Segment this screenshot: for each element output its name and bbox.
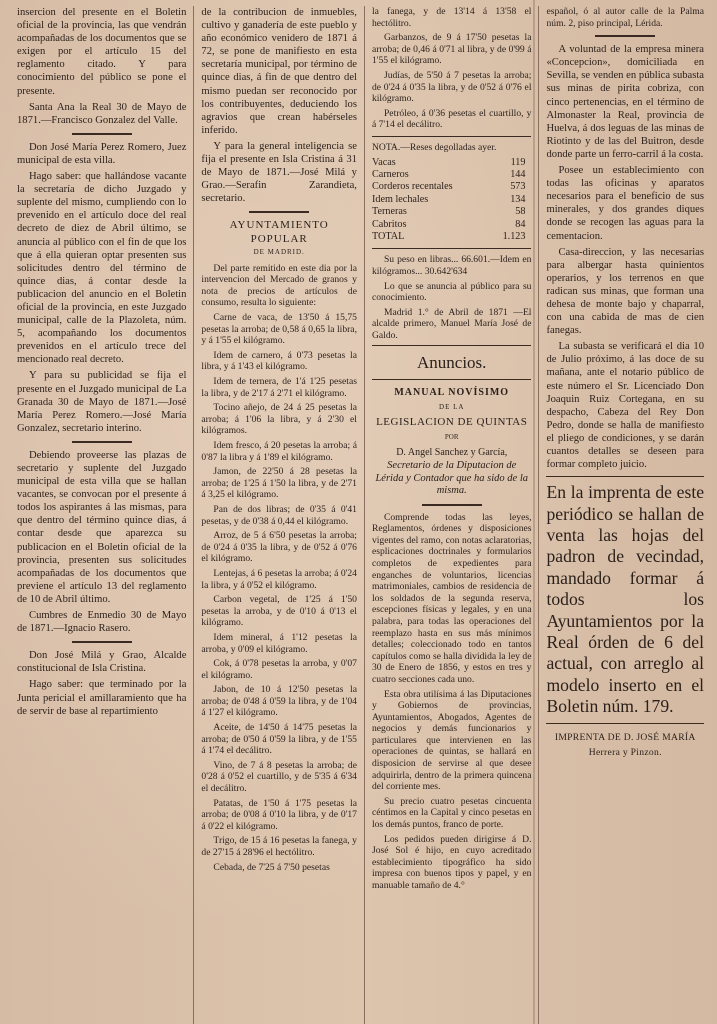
comprende-paragraph: Comprende todas las leyes, Reglamentos, órdenes y disposiciones vigentes del ramo, con notas aclaratorias, esplicaciones doctrinales y formularios completos de expedientes para enganches de voluntarios, licencias matrimoniales, cambios de residencia de los soldados de la segunda reserva, escepciones físicas y legales, y en una palabra, para todas las operaciones del reemplazo hasta en sus más mínimos detalles; coleccionado todo en tantos capítulos como se halla dividida la ley de 30 de Enero de 1856, y estos en tres y cuatro secciones cada uno. (371, 511, 532, 685)
manual-author: D. Angel Sanchez y García, (396, 447, 508, 458)
price-item: Petróleo, á 0'36 pesetas el cuartillo, y á 7'14 el decálitro. (371, 107, 532, 131)
total-label: TOTAL (371, 230, 405, 242)
row-label: Idem lechales (371, 193, 429, 205)
col1-paragraph-hago-saber: Hago saber: que hallándose vacante la secretaría de dicho Juzgado y suplente del mismo, cumpliendo con lo prevenido en el artículo doce del real decreto de diez de Abril último, se anuncia al público con el fin de que los que á ella quieran optar presenten sus solicitudes dentro del término de quince dias, á contar desde la publicacion del anuncio en el Boletin oficial de la provincia, en este Juzgado municipal, calle de la Plazoleta, núm. 5, acompañando los documentos prevenidos en el artículo trece del mencionado real decreto. (17, 171, 187, 366)
column-2 (193, 6, 364, 1024)
price-item: Idem de carnero, á 0'73 pesetas la libra, y á 1'43 el kilógramo. (201, 349, 357, 373)
col4-paragraph-posee: Posee un establecimiento con todas las oficinas y aparatos necesarios para el beneficio de sus minerales, y dos grandes diques donde se recogen las aguas para la cementacion. (546, 165, 705, 242)
table-row (372, 169, 532, 181)
col4-paragraph-casa: Casa-direccion, y las necesarias para albergar hasta quinientos operarios, y los terrenos en que radican sus minas, que forman una dehesa de monte bajo y chaparral, con una cabida de mas de cien fanegas. (546, 246, 705, 337)
row-label: Vacas (371, 156, 396, 168)
divider (595, 35, 655, 37)
table-row (372, 157, 532, 169)
row-value: 84 (515, 218, 526, 230)
table-total-row (372, 231, 532, 243)
manual-title: MANUAL NOVÍSIMO (394, 386, 510, 398)
col1-heading-juez: Don José María Perez Romero, Juez municipal de esta villa. (17, 141, 187, 166)
col4-paragraph-mina: A voluntad de la empresa minera «Concepcion», domiciliada en Sevilla, se venden en pública subasta sus minas de pirita cobriza, con cinco pertenencias, en el término de Almonaster la Real, provincia de Huelva, á dos leguas de las minas de Riotinto y de las del Buitron, desde donde parte un ferro-carril á la costa. (546, 44, 705, 160)
table-row (372, 219, 532, 231)
price-item: Idem fresco, á 20 pesetas la arroba; á 0'87 la libra y á 1'89 el kilógramo. (201, 440, 357, 463)
price-item: Cebada, de 7'25 á 7'50 pesetas (213, 861, 330, 873)
price-list (201, 312, 357, 873)
price-item: Judías, de 5'50 á 7 pesetas la arroba; de 0'24 á 0'35 la libra, y de 0'52 á 0'76 el kilógramo. (371, 69, 532, 105)
market-intro: Del parte remitido en este dia por la intervencion del Mercado de granos y nota de precios de artículos de consumo, resulta lo siguiente: (201, 262, 357, 309)
table-row (372, 206, 532, 218)
price-item: Idem de ternera, de 1'á 1'25 pesetas la libra, y de 2'17 á 2'71 el kilógramo. (201, 376, 357, 399)
section-title: AYUNTAMIENTO POPULAR (229, 219, 329, 245)
row-label: Corderos recentales (371, 181, 453, 193)
price-item: Pan de dos libras; de 0'35 á 0'41 pesetas, y de 0'38 á 0,44 el kilógramo. (201, 503, 357, 527)
section-subtitle: DE MADRID. (253, 247, 305, 256)
total-value: 1.123 (502, 230, 526, 242)
price-item: Aceite, de 14'50 á 14'75 pesetas la arroba; de 0'50 á 0'59 la libra, y de 1'55 á 1'74 el decálitro. (201, 722, 357, 757)
price-item: la fanega, y de 13'14 á 13'58 el hectólitro. (371, 6, 532, 29)
row-value: 119 (510, 156, 526, 168)
table-row (372, 194, 532, 206)
col1-paragraph-debiendo: Debiendo proveerse las plazas de secretario y suplente del Juzgado municipal de esta villa que se hallan vacantes, se convocan por el presente á todos los aspirantes á las mismas, para que dentro del término quince dias, á contar desde que aparezca su publicacion en el Boletin oficial de la provincia, presenten sus solicitudes acompañadas de los documentos que previene el artículo 13 del reglamento de 10 de Abril último. (17, 449, 187, 605)
divider (372, 136, 532, 137)
divider (249, 211, 309, 213)
col1-paragraph-publicidad: Y para su publicidad se fija el presente en el Juzgado municipal de La Granada 30 de Mayo de 1871.—José María Perez Romero.—José María Gonzalez, secretario interino. (17, 370, 187, 434)
manual-de-la: DE LA (439, 402, 465, 411)
manual-por: POR (444, 432, 459, 441)
row-label: Cabritos (371, 218, 407, 230)
price-item: Tocino añejo, de 24 á 25 pesetas la arroba; á 1'06 la libra, y á 2'30 el kilógramos. (201, 402, 357, 437)
divider (72, 133, 132, 135)
col1-heading-alcalde: Don José Milá y Grao, Alcalde constitucional de Isla Cristina. (17, 650, 187, 675)
price-item: Garbanzos, de 9 á 17'50 pesetas la arroba; de 0,46 á 0'71 al libra, y de 0'99 á 1'55 el kilógramo. (371, 32, 532, 67)
col1-paragraph-1: insercion del presente en el Boletin oficial de la provincia, las que vendrán acompañadas de los documentos que se exigen por el artículo 15 del reglamento citado. Y para conocimiento del público se pone el presente. (17, 7, 187, 97)
row-label: Carneros (371, 168, 409, 180)
divider (546, 476, 704, 477)
peso-paragraph: Su peso en libras... 66.601.—Idem en kilógramos... 30.642'634 (371, 254, 532, 277)
divider (546, 723, 704, 724)
price-item: Jabon, de 10 á 12'50 pesetas la arroba; de 0'48 á 0'59 la libra, y de 1'04 á 1'27 el kilógramo. (201, 684, 357, 719)
col2-paragraph-1: de la contribucion de inmuebles, cultivo y ganadería de este pueblo y año económico venidero de 1871 á 72, se pone de manifiesto en esta secretaría municipal, por término de quince dias, á fin de que dentro del mismo puedan ser reconocido por los contribuyentes, deduciendo los agravios que crean habérseles inferido. (201, 7, 357, 136)
padron-notice: En la imprenta de este periódico se hallan de venta las hojas del padron de vecindad, mandado formar á todos los Ayuntamientos por la Real órden de 6 del actual, con arreglo al modelo inserto en el Boletin núm. 179. (546, 482, 705, 717)
page-fold-shadow (533, 0, 535, 1024)
col1-signature-1: Santa Ana la Real 30 de Mayo de 1871.—Francisco Gonzalez del Valle. (17, 101, 187, 126)
price-item: Carbon vegetal, de 1'25 á 1'50 pesetas la arroba, y de 0'10 á 0'13 el kilógramo. (201, 594, 357, 629)
divider (422, 504, 482, 506)
divider (72, 641, 132, 643)
col1-signature-2: Cumbres de Enmedio 30 de Mayo de 1871.—Ignacio Rasero. (17, 610, 187, 635)
column-1 (10, 6, 193, 1024)
row-value: 58 (515, 206, 526, 218)
manual-author-role: Secretario de la Diputacion de Lérida y Contador que ha sido de la misma. (375, 460, 528, 497)
anuncios-heading: Anuncios. (417, 352, 487, 372)
col1-paragraph-junta: Hago saber: que terminado por la Junta pericial el amillaramiento que ha de servir de base al repartimiento (17, 679, 187, 717)
row-value: 573 (510, 181, 526, 193)
price-item: Cok, á 0'78 pesetas la arroba, y 0'07 el kilógramo. (201, 658, 357, 681)
price-item: Idem mineral, á 1'12 pesetas la arroba, y 0'09 el kilógramo. (201, 631, 357, 655)
nota-header: NOTA.—Reses degolladas ayer. (371, 141, 497, 153)
precio-paragraph: Su precio cuatro pesetas cincuenta céntimos en la Capital y cinco pesetas en los demás puntos, franco de porte. (371, 795, 532, 831)
column-4 (538, 6, 711, 1024)
row-label: Terneras (371, 206, 407, 218)
row-value: 144 (510, 168, 526, 180)
pedidos-paragraph: Los pedidos pueden dirigirse á D. José Sol é hijo, en cuyo acreditado establecimiento tipográfico ha sido impresa con buenos tipos y papel, y en manuable tamaño de 4.° (371, 833, 532, 891)
price-item: Lentejas, á 6 pesetas la arroba; á 0'24 la libra, y á 0'52 el kilógramo. (201, 567, 357, 591)
price-item: Arroz, de 5 á 6'50 pesetas la arroba; de 0'24 á 0'35 la libra, y de 0'52 á 0'76 el kilógramo. (201, 530, 357, 565)
column-3 (364, 6, 539, 1024)
slaughter-table (372, 157, 532, 244)
table-row (372, 181, 532, 193)
row-value: 134 (510, 193, 526, 205)
divider (372, 248, 532, 249)
price-item: Trigo, de 15 á 16 pesetas la fanega, y de 27'15 á 28'96 el hectólitro. (201, 835, 357, 858)
price-item: Vino, de 7 á 8 pesetas la arroba; de 0'28 á 0'52 el cuartillo, y de 5'35 á 6'34 el decálitro. (201, 759, 357, 795)
price-list-continued (372, 6, 532, 131)
columns (10, 6, 711, 1024)
manual-legislacion: LEGISLACION DE QUINTAS (376, 415, 528, 428)
col4-paragraph-1: español, ó al autor calle de la Palma núm. 2, piso principal, Lérida. (546, 6, 705, 29)
col4-paragraph-subasta: La subasta se verificará el dia 10 de Julio próximo, á las doce de su mañana, ante el notario público de este número el Sr. Licenciado Don Joaquin Ruiz Cortegana, en su despacho, Cabeza del Rey Don Pedro, donde se halla de manifiesto el pliego de condiciones, y se darán cuantos detalles se deseen para formar completo juicio. (546, 341, 705, 471)
madrid-signature: Madrid 1.° de Abril de 1871 —El alcalde primero, Manuel María José de Galdo. (371, 306, 532, 341)
price-item: Patatas, de 1'50 á 1'75 pesetas la arroba; de 0'08 á 0'10 la libra, y de 0'17 á 0'22 el kilógramo. (201, 797, 357, 832)
anuncia-paragraph: Lo que se anuncia al público para su conocimiento. (371, 280, 532, 304)
col2-paragraph-2: Y para la general inteligencia se fija el presente en Isla Cristina á 31 de Mayo de 1871.—José Milá y Grao.—Serafin Zarandieta, secretario. (201, 140, 357, 205)
price-item: Jamon, de 22'50 á 28 pesetas la arroba; de 1'25 á 1'50 la libra, y de 2'71 á 3,25 el kilógramo. (201, 466, 357, 501)
obra-paragraph: Esta obra utilísima á las Diputaciones y Gobiernos de provincias, Ayuntamientos, Abogados, Agentes de negocios y demás funcionarios y particulares que intervienen en las operaciones de quintas, se hallará en disposicion de servirse al que desee adquirirla, dentro de la primera quincena del corriente mes. (371, 688, 532, 793)
price-item: Carne de vaca, de 13'50 á 15,75 pesetas la arroba; de 0,58 á 0,65 la libra, y á 1'55 el kilógramo. (201, 312, 357, 347)
imprenta-footer: IMPRENTA DE D. JOSÉ MARÍA Herrera y Pinzon. (554, 731, 696, 758)
anuncios-header-box (372, 345, 532, 380)
divider (72, 441, 132, 443)
